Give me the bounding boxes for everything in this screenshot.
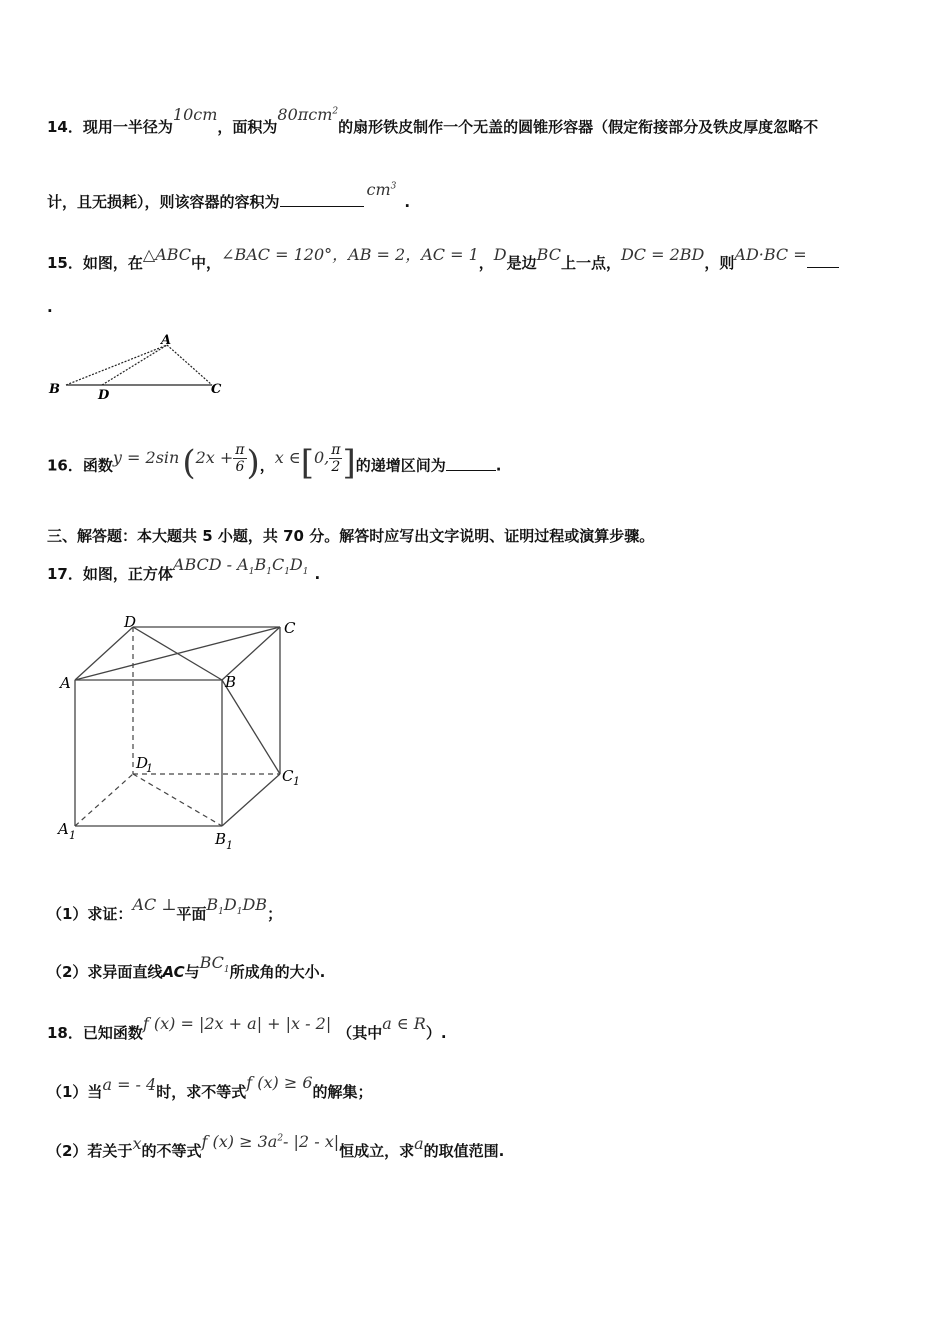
question-17-part-1: [47, 895, 283, 926]
math-sup: 2: [332, 106, 339, 117]
edge-b1c1: [222, 774, 280, 826]
answer-blank[interactable]: [807, 253, 839, 268]
text: 上一点，: [560, 254, 621, 272]
question-number: 16．: [47, 456, 83, 475]
diagonal-db: [133, 627, 222, 680]
label-d: D: [98, 388, 110, 403]
math-conditions: ∠BAC = 120°，AB = 2，AC = 1: [221, 245, 479, 264]
left-bracket: [: [300, 443, 314, 483]
text: 如图，在: [82, 254, 143, 272]
denominator: 2: [331, 458, 341, 475]
text: ，面积为: [217, 118, 278, 136]
hidden-diagonal-d1b1: [133, 774, 222, 826]
label-c: C: [284, 619, 296, 637]
math-dc: DC = 2BD: [620, 245, 705, 264]
label-c: C: [211, 382, 222, 397]
question-14-line-1: [47, 105, 819, 137]
label-c1: C: [282, 767, 294, 785]
label-c1-sub: 1: [293, 775, 300, 788]
label-d1: D: [136, 754, 149, 772]
math-a: a: [414, 1134, 424, 1153]
math-argument: 2x +: [195, 447, 234, 467]
diagonal-bc1: [222, 680, 280, 774]
math-unit: [367, 180, 397, 199]
question-number: 18．: [47, 1024, 83, 1042]
math-cube: [172, 555, 309, 578]
numerator: π: [331, 441, 341, 458]
text: 的递增区间为: [355, 456, 446, 475]
text: 恒成立，求: [339, 1142, 415, 1160]
text: 中，: [191, 254, 222, 272]
math-sub: 1: [236, 907, 243, 918]
math-inequality: [202, 1132, 340, 1151]
text: （1）当: [47, 1083, 103, 1101]
math-function: f (x) = |2x + a| + |x - 2|: [142, 1014, 332, 1033]
label-b: B: [49, 382, 60, 397]
math-sub: 1: [266, 567, 272, 578]
math-plane: [206, 895, 268, 918]
text: ）.: [425, 1024, 447, 1042]
math-d: D: [493, 245, 507, 264]
text: 现用一半径为: [82, 118, 173, 136]
math-bc1: [199, 953, 230, 976]
text: ，: [259, 456, 275, 475]
math-sup: 2: [277, 1133, 284, 1144]
label-a: A: [161, 333, 172, 348]
math-sub: 1: [248, 567, 255, 578]
math-text: DB: [242, 895, 268, 914]
text: 的解集；: [312, 1083, 373, 1101]
text: .: [404, 193, 411, 211]
text: .: [495, 456, 502, 475]
math-sub: 1: [302, 567, 309, 578]
math-interval-start: 0,: [314, 447, 330, 467]
math-function: y = 2sin: [112, 447, 180, 467]
question-15-end: .: [47, 298, 53, 316]
label-b1-sub: 1: [226, 839, 233, 852]
math-triangle: △ABC: [142, 245, 192, 264]
math-area: [277, 105, 338, 124]
label-a1: A: [58, 820, 69, 838]
math-text: ABCD - A: [172, 555, 249, 574]
math-text: C: [271, 555, 285, 574]
hidden-edge-a1d1: [75, 774, 133, 826]
segment-ab: [66, 345, 167, 385]
answer-blank[interactable]: [280, 192, 364, 207]
question-18-part-2: [47, 1132, 505, 1161]
text: （其中: [337, 1024, 383, 1042]
math-text: f (x) ≥ 3a: [201, 1132, 278, 1151]
text: ，: [478, 254, 494, 272]
question-15-line-1: [47, 245, 839, 273]
right-paren: ): [246, 443, 260, 483]
math-sub: 1: [218, 907, 224, 918]
triangle-figure: [44, 330, 234, 405]
text: （2）求异面直线: [47, 963, 163, 981]
text: ；: [267, 905, 283, 923]
question-14-line-2: [47, 180, 411, 212]
math-text: BC: [199, 953, 224, 972]
text: （2）若关于: [47, 1142, 133, 1160]
label-b: B: [225, 673, 237, 691]
segment-ac: [167, 345, 212, 385]
section-heading: 三、解答题：本大题共 5 小题，共 70 分。解答时应写出文字说明、证明过程或演算步骤。: [47, 527, 655, 545]
numerator: π: [235, 441, 245, 458]
text: 计，且无损耗），则该容器的容积为: [47, 193, 280, 211]
math-domain: a ∈ R: [382, 1014, 426, 1033]
question-17-part-2: [47, 953, 326, 984]
question-18-part-1: [47, 1073, 373, 1102]
label-a1-sub: 1: [69, 829, 76, 842]
question-number: 15．: [47, 254, 83, 272]
denominator: 6: [235, 458, 245, 475]
question-number: 14．: [47, 118, 83, 136]
label-a: A: [60, 674, 71, 692]
math-text: cm: [366, 180, 391, 199]
right-bracket: ]: [342, 443, 356, 483]
left-paren: (: [182, 443, 196, 483]
math-text: D: [223, 895, 237, 914]
label-d1-sub: 1: [146, 762, 153, 775]
math-text: - |2 - x|: [283, 1132, 340, 1151]
math-sup: 3: [390, 181, 397, 192]
math-domain: x ∈: [274, 447, 301, 467]
text: 的扇形铁皮制作一个无盖的圆锥形容器（假定衔接部分及铁皮厚度忽略不: [338, 118, 819, 136]
question-16: [47, 441, 502, 486]
question-18: [47, 1014, 447, 1043]
math-ac-perp: AC ⊥: [132, 895, 177, 914]
math-dot-product: AD·BC =: [734, 245, 807, 264]
question-number: 17．: [47, 565, 83, 583]
math-text: 80πcm: [277, 105, 333, 124]
text: 时，求不等式: [156, 1083, 247, 1101]
math-text: B: [254, 555, 267, 574]
math-text: B: [206, 895, 219, 914]
fraction-pi-6: [233, 442, 246, 475]
fraction-pi-2: [329, 442, 342, 475]
cube-figure: [55, 612, 315, 857]
segment-ad: [102, 345, 167, 385]
answer-blank[interactable]: [446, 456, 496, 471]
text: 的取值范围.: [423, 1142, 505, 1160]
text: 函数: [82, 456, 113, 475]
question-17: [47, 555, 321, 586]
math-sub: 1: [223, 965, 230, 976]
text: （1）求证：: [47, 905, 133, 923]
label-b1: B: [215, 830, 227, 848]
text: 平面: [176, 905, 207, 923]
math-radius: 10cm: [172, 105, 218, 124]
math-text: D: [289, 555, 303, 574]
label-d: D: [124, 613, 137, 631]
text: 如图，正方体: [82, 565, 173, 583]
text: 是边: [506, 254, 537, 272]
math-bc: BC: [536, 245, 561, 264]
text-ac: AC: [162, 963, 185, 981]
math-a-value: a = - 4: [102, 1075, 157, 1094]
text: .: [314, 565, 321, 583]
math-x: x: [132, 1134, 142, 1153]
text: 与: [184, 963, 200, 981]
text: 已知函数: [82, 1024, 143, 1042]
text: 所成角的大小.: [229, 963, 326, 981]
math-inequality: f (x) ≥ 6: [246, 1073, 313, 1092]
text: 的不等式: [141, 1142, 202, 1160]
math-sub: 1: [284, 567, 290, 578]
text: ，则: [704, 254, 735, 272]
